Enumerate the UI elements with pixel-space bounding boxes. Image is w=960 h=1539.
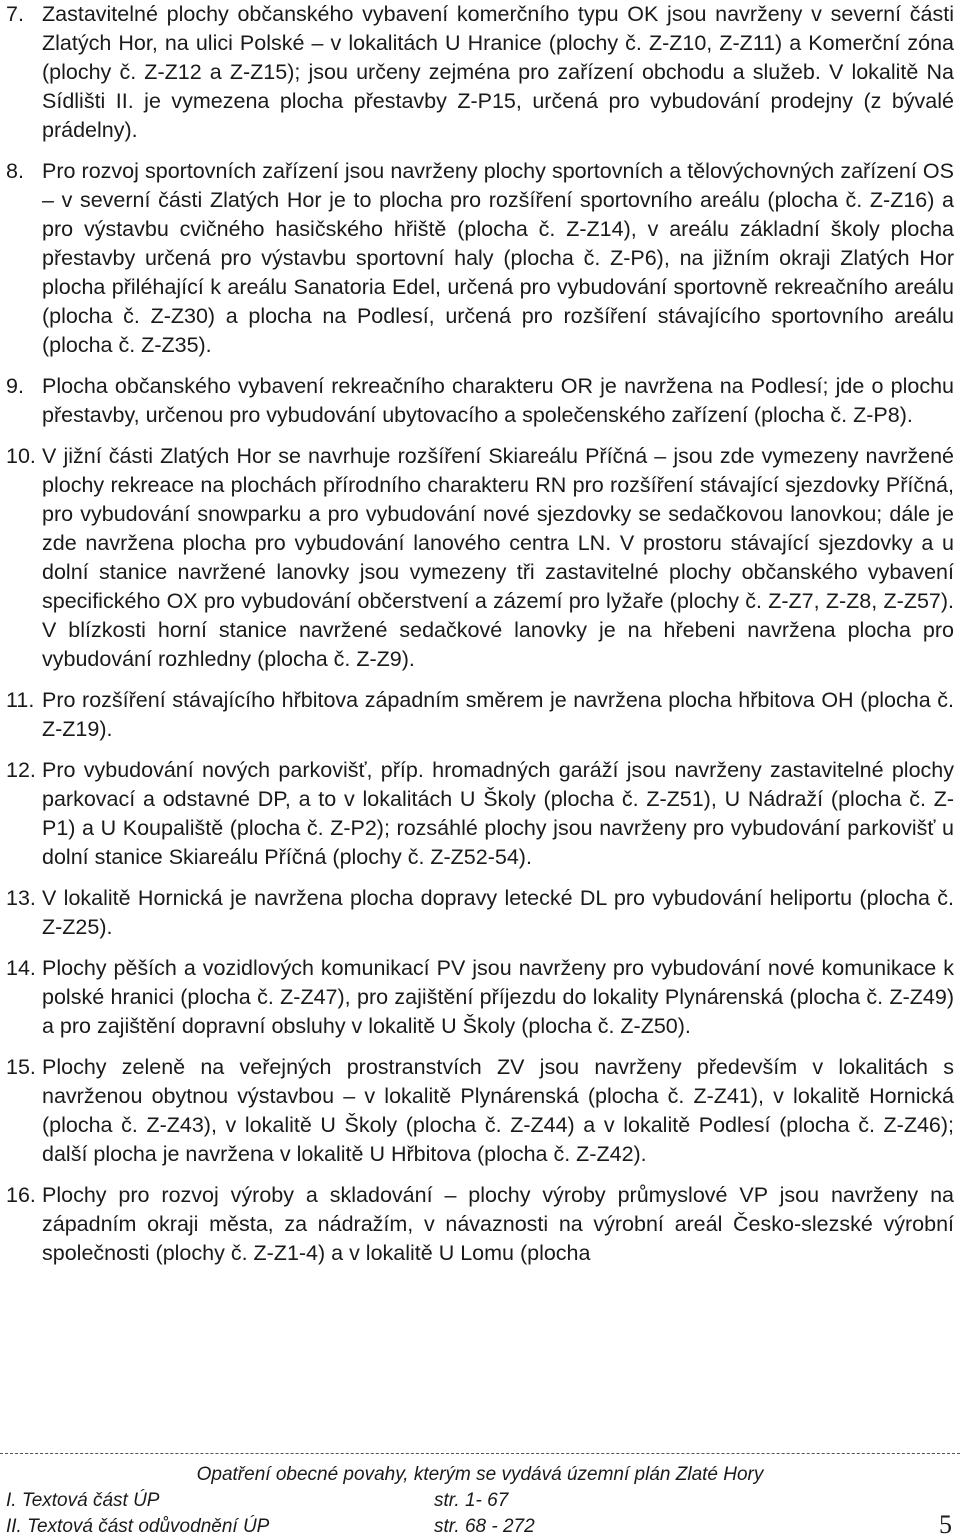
list-item-number: 9. — [6, 374, 24, 398]
list-item-text: Pro vybudování nových parkovišť, příp. hromadných garáží jsou navrženy zastavitelné plochy parkovací a odstavné DP, a to v lokalitách U Školy (plocha č. Z-Z51), U Nádraží (plocha č. Z-P1) a U Koupaliště (plocha č. Z-P2); rozsáhlé plochy jsou navrženy pro vybudování parkovišť u dolní stanice Skiareálu Příčná (plochy č. Z-Z52-54). — [42, 758, 954, 869]
list-item-text: V jižní části Zlatých Hor se navrhuje rozšíření Skiareálu Příčná – jsou zde vymezeny navržené plochy rekreace na plochách přírodního charakteru RN pro rozšíření stávající sjezdovky Příčná, pro vybudování snowparku a pro vybudování nové sjezdovky se sedačkovou lanovkou; dále je zde navržena plocha pro vybudování lanového centra LN. V prostoru stávající sjezdovky a u dolní stanice navržené lanovky jsou vymezeny tři zastavitelné plochy občanského vybavení specifického OX pro vybudování občerstvení a zázemí pro lyžaře (plochy č. Z-Z7, Z-Z8, Z-Z57). V blízkosti horní stanice navržené sedačkové lanovky je na hřebeni navržena plocha pro vybudování rozhledny (plocha č. Z-Z9). — [42, 444, 954, 671]
list-item-text: V lokalitě Hornická je navržena plocha dopravy letecké DL pro vybudování heliportu (plocha č. Z-Z25). — [42, 886, 954, 939]
list-item-text: Pro rozvoj sportovních zařízení jsou navrženy plochy sportovních a tělovýchovných zařízení OS – v severní části Zlatých Hor je to plocha pro rozšíření sportovního areálu (plocha č. Z-Z16) a pro výstavbu cvičného hasičského hřiště (plocha č. Z-Z14), v areálu základní školy plocha přestavby určená pro výstavbu sportovní haly (plocha č. Z-P6), na jižním okraji Zlatých Hor plocha přiléhající k areálu Sanatoria Edel, určená pro vybudování sportovně rekreačního areálu (plocha č. Z-Z30) a plocha na Podlesí, určená pro rozšíření stávajícího sportovního areálu (plocha č. Z-Z35). — [42, 159, 954, 357]
list-item-number: 12. — [6, 758, 36, 782]
list-item-text: Plochy pěších a vozidlových komunikací PV jsou navrženy pro vybudování nové komunikace k polské hranici (plocha č. Z-Z47), pro zajištění příjezdu do lokality Plynárenská (plocha č. Z-Z49) a pro zajištění dopravní obsluhy v lokalitě U Školy (plocha č. Z-Z50). — [42, 956, 954, 1038]
list-item-9 — [0, 372, 960, 430]
list-item-text: Plochy pro rozvoj výroby a skladování – plochy výroby průmyslové VP jsou navrženy na západním okraji města, za nádražím, v návaznosti na výrobní areál Česko-slezské výrobní společnosti (plochy č. Z-Z1-4) a v lokalitě U Lomu (plocha — [42, 1183, 954, 1265]
list-item-number: 13. — [6, 886, 36, 910]
list-item-14 — [0, 954, 960, 1041]
footer-part-2-pages: str. 68 - 272 — [434, 1516, 535, 1537]
page-number: 5 — [939, 1510, 952, 1539]
list-item-number: 8. — [6, 159, 24, 183]
footer-part-1-label: I. Textová část ÚP — [6, 1490, 160, 1511]
list-item-text: Plochy zeleně na veřejných prostranstvích ZV jsou navrženy především v lokalitách s navrženou obytnou výstavbou – v lokalitě Plynárenská (plocha č. Z-Z41), v lokalitě Hornická (plocha č. Z-Z43), v lokalitě U Školy (plocha č. Z-Z44) a v lokalitě Podlesí (plocha č. Z-Z46); další plocha je navržena v lokalitě U Hřbitova (plocha č. Z-Z42). — [42, 1055, 954, 1166]
list-item-text: Plocha občanského vybavení rekreačního charakteru OR je navržena na Podlesí; jde o plochu přestavby, určenou pro vybudování ubytovacího a společenského zařízení (plocha č. Z-P8). — [42, 374, 954, 427]
list-item-11 — [0, 686, 960, 744]
list-item-16 — [0, 1181, 960, 1268]
footer-divider — [0, 1453, 960, 1454]
list-item-12 — [0, 756, 960, 872]
footer-part-2-label: II. Textová část odůvodnění ÚP — [6, 1516, 270, 1537]
list-item-10 — [0, 442, 960, 674]
footer-title: Opatření obecné povahy, kterým se vydává územní plán Zlaté Hory — [196, 1464, 764, 1485]
list-item-7 — [0, 0, 960, 145]
list-item-number: 14. — [6, 956, 36, 980]
list-item-number: 16. — [6, 1183, 36, 1207]
list-item-text: Pro rozšíření stávajícího hřbitova západním směrem je navržena plocha hřbitova OH (plocha č. Z-Z19). — [42, 688, 954, 741]
footer-part-1-pages: str. 1- 67 — [434, 1490, 509, 1511]
list-item-number: 7. — [6, 2, 24, 26]
list-item-13 — [0, 884, 960, 942]
list-item-8 — [0, 157, 960, 360]
list-item-number: 11. — [6, 688, 35, 712]
list-item-number: 15. — [6, 1055, 36, 1079]
list-item-text: Zastavitelné plochy občanského vybavení komerčního typu OK jsou navrženy v severní části Zlatých Hor, na ulici Polské – v lokalitách U Hranice (plochy č. Z-Z10, Z-Z11) a Komerční zóna (plochy č. Z-Z12 a Z-Z15); jsou určeny zejména pro zařízení obchodu a služeb. V lokalitě Na Sídlišti II. je vymezena plocha přestavby Z-P15, určená pro vybudování prodejny (z bývalé prádelny). — [42, 2, 954, 142]
list-item-number: 10. — [6, 444, 36, 468]
list-item-15 — [0, 1053, 960, 1169]
